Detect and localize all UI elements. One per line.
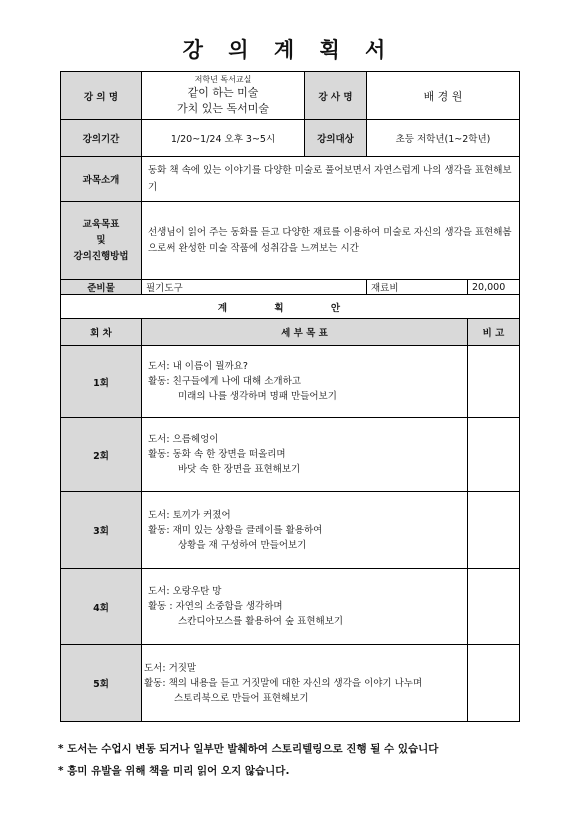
session-row: [61, 569, 520, 645]
plan-header-row: [61, 319, 520, 346]
note-column-header: 비 고: [468, 319, 520, 346]
target-label: 강의대상: [305, 120, 367, 157]
material-fee-label: 재료비: [367, 280, 468, 295]
session-label: 4회: [61, 569, 142, 645]
session-note: [468, 645, 520, 722]
session-detail: [142, 492, 468, 569]
goal-label: [61, 202, 142, 280]
session-detail: [142, 569, 468, 645]
intro-value: 동화 책 속에 있는 이야기를 다양한 미술로 풀어보면서 자연스럽게 나의 생각을 표현해보기: [142, 157, 520, 202]
goal-label-line2: 및: [96, 234, 106, 246]
session-book: 도서: 내 이름이 뭘까요?: [148, 361, 248, 372]
session-activity-cont: 스칸디아모스를 활용하여 숲 표현해보기: [178, 616, 344, 627]
session-book: 도서: 토끼가 커졌어: [148, 509, 231, 521]
course-name-line1: 같이 하는 미술: [187, 86, 259, 99]
period-label: 강의기간: [61, 120, 142, 157]
detail-column-header: 세 부 목 표: [142, 319, 468, 346]
footnote-item: * 흥미 유발을 위해 책을 미리 읽어 오지 않습니다.: [58, 765, 290, 777]
instructor-value: 배 경 원: [367, 72, 520, 120]
session-label: 1회: [61, 346, 142, 418]
period-row: [61, 120, 520, 157]
session-activity-cont: 스토리북으로 만들어 표현해보기: [174, 692, 309, 704]
session-row: [61, 492, 520, 569]
session-activity: 활동: 친구들에게 나에 대해 소개하고: [148, 376, 301, 387]
session-detail: [142, 645, 468, 722]
session-activity: 활동: 재미 있는 상황을 클레이를 활용하여: [148, 524, 323, 536]
course-name-row: [61, 72, 520, 120]
session-row: [61, 346, 520, 418]
session-book: 도서: 오랑우탄 망: [148, 586, 222, 597]
session-note: [468, 569, 520, 645]
session-label: 5회: [61, 645, 142, 722]
session-activity-cont: 상황을 재 구성하여 만들어보기: [178, 539, 307, 551]
session-activity: 활동 : 자연의 소중함을 생각하며: [148, 601, 283, 612]
session-activity-cont: 바닷 속 한 장면을 표현해보기: [178, 464, 301, 475]
instructor-label: 강 사 명: [305, 72, 367, 120]
course-name-cell: [142, 72, 305, 120]
session-activity-cont: 미래의 나를 생각하며 명패 만들어보기: [178, 391, 337, 402]
session-note: [468, 346, 520, 418]
session-detail: [142, 418, 468, 492]
course-subtitle: 저학년 독서교실: [194, 75, 252, 84]
goal-label-line1: 교육목표: [82, 218, 120, 230]
goal-value: 선생님이 읽어 주는 동화를 듣고 다양한 재료를 이용하여 미술로 자신의 생각을 표현해봄으로써 완성한 미술 작품에 성취감을 느껴보는 시간: [142, 202, 520, 280]
session-row: [61, 418, 520, 492]
footnote-item: * 도서는 수업시 변동 되거나 일부만 발췌하여 스토리텔링으로 진행 될 수 있습니다: [58, 743, 439, 755]
prep-value: 필기도구: [142, 280, 367, 295]
plan-heading: 계 획 안: [61, 295, 520, 319]
footnotes: [58, 738, 528, 782]
session-note: [468, 492, 520, 569]
session-book: 도서: 으름헤엉이: [148, 434, 219, 445]
course-name-label: 강 의 명: [61, 72, 142, 120]
plan-heading-row: [61, 295, 520, 319]
goal-label-line3: 강의진행방법: [73, 250, 129, 262]
goal-row: [61, 202, 520, 280]
session-activity: 활동: 책의 내용을 듣고 거짓말에 대한 자신의 생각을 이야기 나누며: [144, 677, 423, 689]
material-fee-value: 20,000: [468, 280, 520, 295]
session-book: 도서: 거짓말: [144, 662, 197, 674]
lecture-plan-table: [60, 71, 520, 722]
intro-row: [61, 157, 520, 202]
course-name-line2: 가치 있는 독서미술: [176, 102, 269, 115]
session-note: [468, 418, 520, 492]
session-row: [61, 645, 520, 722]
target-value: 초등 저학년(1~2학년): [367, 120, 520, 157]
prep-label: 준비물: [61, 280, 142, 295]
prep-row: [61, 280, 520, 295]
session-detail: [142, 346, 468, 418]
intro-label: 과목소개: [61, 157, 142, 202]
period-value: 1/20~1/24 오후 3~5시: [142, 120, 305, 157]
document-title: 강 의 계 획 서: [182, 38, 395, 62]
session-label: 3회: [61, 492, 142, 569]
session-activity: 활동: 동화 속 한 장면을 떠올리며: [148, 449, 286, 460]
session-column-header: 회 차: [61, 319, 142, 346]
session-label: 2회: [61, 418, 142, 492]
